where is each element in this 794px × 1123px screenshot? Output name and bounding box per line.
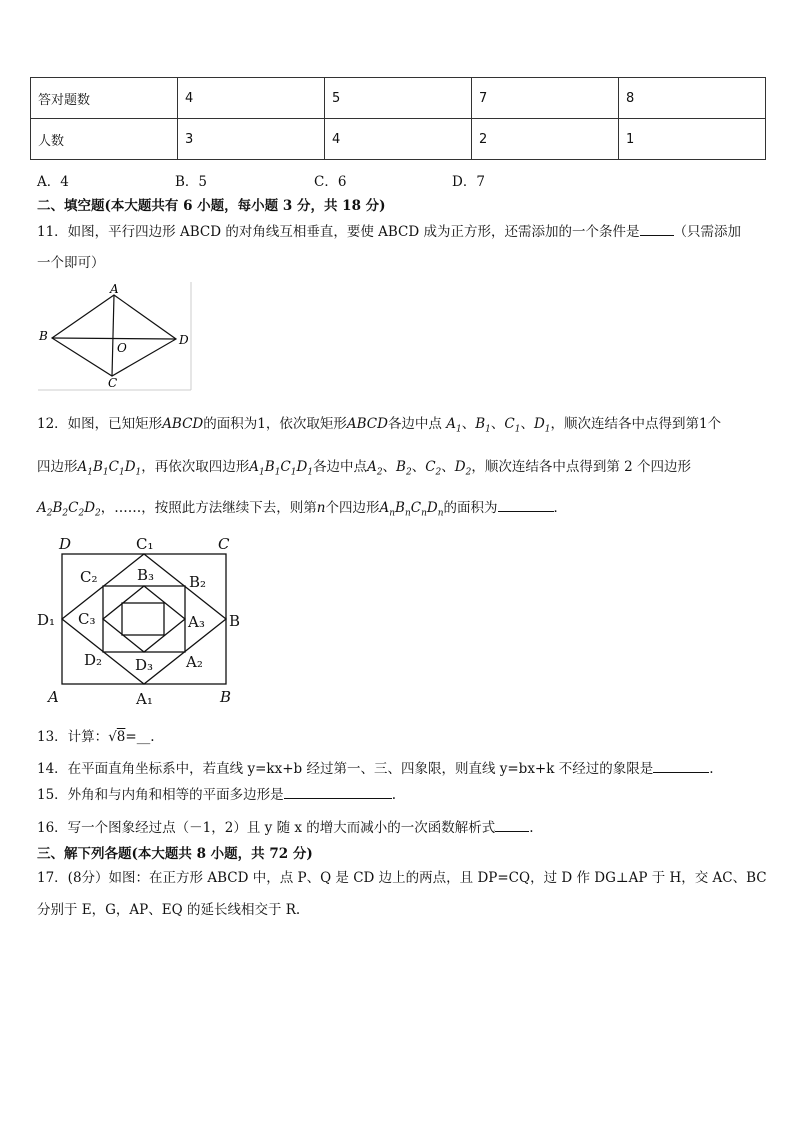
table-cell: 3: [178, 119, 325, 160]
q15-tail: .: [391, 787, 396, 803]
sqrt-symbol: √: [108, 729, 117, 745]
q12-text: ．: [553, 500, 568, 516]
quad-a1b1c1d1: $A_1B_1C_1D_1$: [249, 459, 314, 478]
label-b: B: [39, 329, 48, 343]
answer-blank: [498, 499, 554, 512]
table-cell: 8: [619, 78, 766, 119]
rhombus-figure: [36, 280, 196, 392]
diagonal-ac: [112, 295, 114, 376]
radicand: 8: [116, 729, 126, 745]
label-a3: A₃: [188, 613, 205, 631]
label-o: O: [117, 341, 127, 355]
quad-anbncndn: $A_nB_nC_nD_n$: [379, 500, 444, 519]
answer-blank: [495, 819, 529, 832]
label-d3: D₃: [135, 656, 154, 674]
q12-text: 个四边形: [325, 500, 380, 516]
question-15: [37, 783, 396, 803]
label-b-corner: B: [220, 688, 232, 706]
question-12-line2: 四边形$A_1B_1C_1D_1$，再依次取四边形$A_1B_1C_1D_1$各边中点$A_2$、$B_2$、$C_2$、$D_2$，顺次连结各中点得到第 2 个四边形: [37, 459, 692, 478]
label-a2: A₂: [186, 653, 203, 671]
label-c: C: [218, 535, 230, 553]
label-a: A: [110, 282, 119, 296]
q12-text: ，顺次连结各中点得到第1个: [550, 416, 722, 432]
label-c3: C₃: [78, 610, 96, 628]
q12-text: 四边形: [37, 459, 78, 475]
option-d: D．7: [452, 174, 485, 190]
q11-text: 11．如图，平行四边形 ABCD 的对角线互相垂直，要使 ABCD 成为正方形，还需添加的一个条件是: [37, 224, 640, 240]
q12-text: 各边中点: [313, 459, 368, 475]
label-b2: B₂: [189, 573, 207, 591]
question-12-line3: [37, 496, 567, 519]
option-c: C．6: [314, 174, 347, 190]
point-a2: $A_2$: [367, 459, 383, 478]
rect-name: ABCD: [162, 416, 204, 432]
point-c2: $C_2$: [425, 459, 442, 478]
q12-text: 的面积为: [443, 500, 498, 516]
rect-name: ABCD: [346, 416, 388, 432]
point-d2: $D_2$: [454, 459, 472, 478]
table-cell: 1: [619, 119, 766, 160]
option-a: A．4: [37, 174, 69, 190]
q16-text: 16．写一个图象经过点（－1，2）且 y 随 x 的增大而减小的一次函数解析式: [37, 820, 496, 836]
point-b1: $B_1$: [475, 416, 491, 435]
answer-blank: [653, 760, 709, 773]
point-a1: $A_1$: [446, 416, 462, 435]
quad-a1b1c1d1: $A_1B_1C_1D_1$: [77, 459, 142, 478]
table-cell: 4: [178, 78, 325, 119]
q12-text: ，再依次取四边形: [141, 459, 250, 475]
label-d2: D₂: [84, 651, 103, 669]
point-b2: $B_2$: [396, 459, 412, 478]
label-a1: A₁: [136, 690, 153, 708]
question-17-line2: 分别于 E，G，AP、EQ 的延长线相交于 R.: [37, 902, 301, 918]
table-cell: 4: [325, 119, 472, 160]
table-row: [31, 119, 766, 160]
n-variable: n: [316, 500, 326, 516]
q12-text: ，……，按照此方法继续下去，则第: [100, 500, 317, 516]
label-d1: D₁: [37, 611, 56, 629]
point-c1: $C_1$: [504, 416, 521, 435]
table-row: [31, 78, 766, 119]
section-heading: 二、填空题(本大题共有 6 小题，每小题 3 分，共 18 分): [37, 198, 386, 214]
label-d: D: [179, 333, 189, 347]
label-a: A: [48, 688, 59, 706]
q12-text: ，顺次连结各中点得到第 2 个四边形: [471, 459, 692, 475]
answer-blank: [640, 223, 674, 236]
q12-text: 各边中点: [387, 416, 442, 432]
table-cell: 7: [472, 78, 619, 119]
table-cell: 2: [472, 119, 619, 160]
answer-blank: [284, 786, 392, 799]
q13-text: 13．计算：: [37, 729, 109, 745]
table-cell: 答对题数: [31, 78, 178, 119]
label-c2: C₂: [80, 568, 98, 586]
quad-a2b2c2d2: $A_2B_2C_2D_2$: [37, 500, 101, 519]
rhombus-a3b3c3d3: [103, 586, 185, 652]
question-16: [37, 816, 534, 836]
question-17-line1: 17．(8分）如图：在正方形 ABCD 中，点 P、Q 是 CD 边上的两点，且 DP=CQ，过 D 作 DG⊥AP 于 H，交 AC、BC: [37, 870, 767, 886]
nested-quadrilaterals-figure: [36, 532, 246, 712]
q15-text: 15．外角和与内角和相等的平面多边形是: [37, 787, 284, 803]
q14-text: 14．在平面直角坐标系中，若直线 y=kx+b 经过第一、三、四象限，则直线 y=bx+k 不经过的象限是: [37, 761, 654, 777]
label-d: D: [59, 535, 72, 553]
section-heading: 三、解下列各题(本大题共 8 小题，共 72 分): [37, 846, 313, 862]
option-b: B．5: [175, 174, 208, 190]
rectangle-a2b2c2d2: [103, 586, 185, 652]
point-d1: $D_1$: [533, 416, 551, 435]
q14-tail: .: [709, 761, 714, 777]
label-b: B: [229, 612, 241, 630]
diagonal-bd: [52, 338, 176, 339]
q12-text: 的面积为1，依次取矩形: [203, 416, 347, 432]
question-11-line1: [37, 220, 741, 240]
table-cell: 人数: [31, 119, 178, 160]
label-c: C: [108, 376, 118, 390]
question-14: [37, 757, 714, 777]
question-12-line1: 12．如图，已知矩形ABCD的面积为1，依次取矩形ABCD各边中点 $A_1$、$B_1$、$C_1$、$D_1$，顺次连结各中点得到第1个: [37, 416, 722, 435]
question-11-line2: 一个即可）: [37, 255, 105, 271]
rectangle-a4b4c4d4: [122, 603, 164, 635]
label-b3: B₃: [137, 566, 155, 584]
score-table: [30, 77, 766, 160]
q11-tail: （只需添加: [673, 224, 741, 240]
label-c1: C₁: [136, 535, 154, 553]
question-13: [37, 725, 155, 745]
table-cell: 5: [325, 78, 472, 119]
q16-tail: .: [529, 820, 534, 836]
q13-tail: =__.: [125, 729, 155, 745]
q12-text: 12．如图，已知矩形: [37, 416, 163, 432]
